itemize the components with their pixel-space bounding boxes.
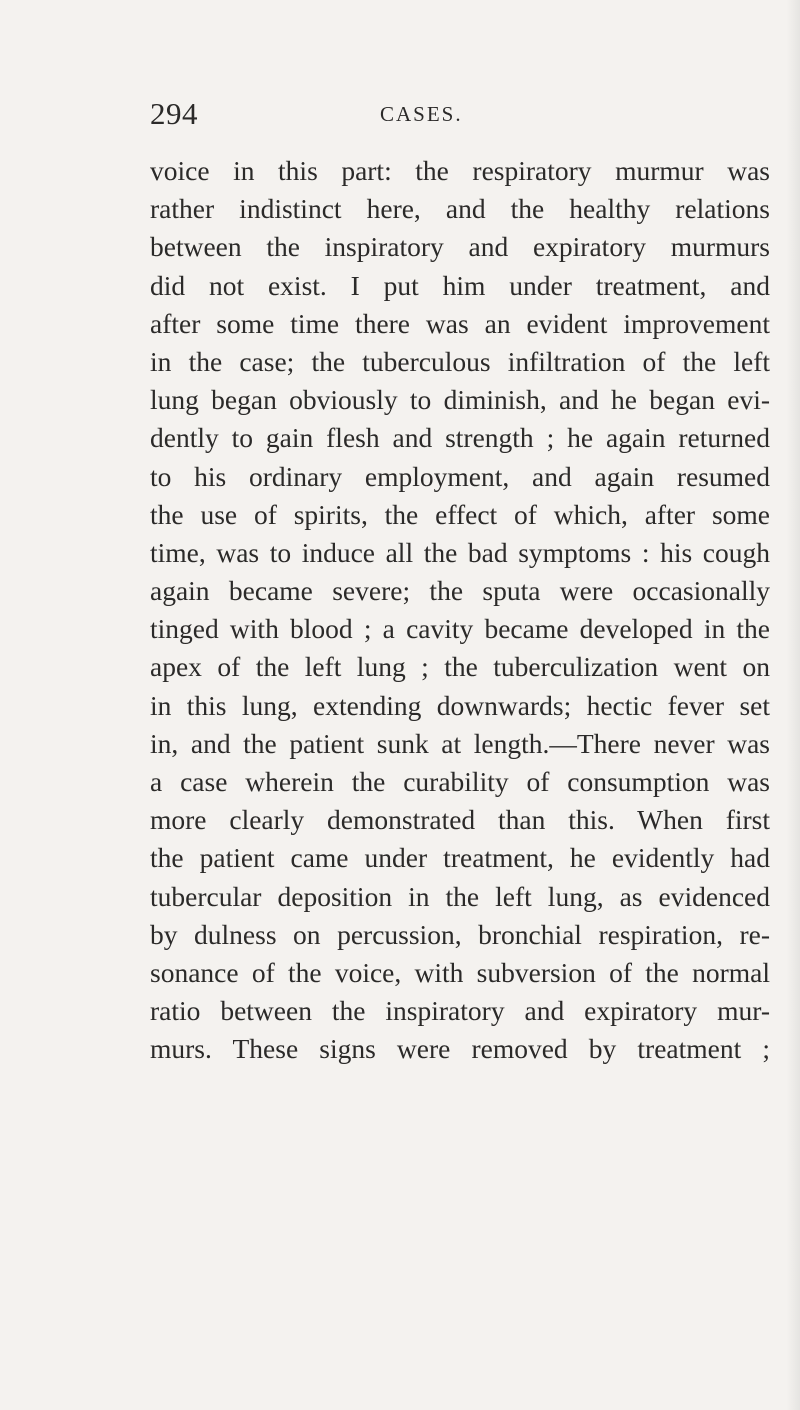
text-line: voice in this part: the respiratory murmur was	[150, 155, 770, 186]
text-line: a case wherein the curability of consumption was	[150, 766, 770, 797]
text-line: dently to gain flesh and strength ; he again returned	[150, 422, 770, 454]
text-line: rather indistinct here, and the healthy relations	[150, 193, 770, 225]
text-line: in, and the patient sunk at length.—There never was	[150, 727, 770, 759]
text-line: in this lung, extending downwards; hectic fever set	[150, 689, 770, 721]
text-line: time, was to induce all the bad symptoms : his cough	[150, 536, 770, 568]
text-line: the use of spirits, the effect of which, after some	[150, 498, 770, 530]
text-line: did not exist. I put him under treatment, and	[150, 269, 770, 301]
page-edge-shadow	[786, 0, 800, 1410]
text-line: to his ordinary employment, and again resumed	[150, 460, 770, 492]
page-header	[150, 96, 750, 136]
text-line: by dulness on percussion, bronchial respiration, re-	[150, 918, 770, 950]
text-line: murs. These signs were removed by treatment ;	[150, 1033, 770, 1065]
text-line: more clearly demonstrated than this. When first	[150, 804, 770, 836]
text-line: the patient came under treatment, he evidently had	[150, 842, 770, 874]
page-number: 294	[150, 96, 198, 131]
text-line: tinged with blood ; a cavity became developed in the	[150, 613, 770, 645]
text-line: after some time there was an evident improvement	[150, 307, 770, 339]
text-line: sonance of the voice, with subversion of the normal	[150, 956, 770, 988]
text-line: tubercular deposition in the left lung, as evidenced	[150, 880, 770, 912]
text-line: again became severe; the sputa were occasionally	[150, 575, 770, 607]
text-line: lung began obviously to diminish, and he began evi-	[150, 384, 770, 416]
body-text	[150, 152, 770, 1069]
running-head: CASES.	[380, 102, 463, 126]
text-line: ratio between the inspiratory and expiratory mur-	[150, 995, 770, 1027]
text-line: between the inspiratory and expiratory murmurs	[150, 231, 770, 263]
text-line: in the case; the tuberculous infiltration of the left	[150, 345, 770, 377]
text-line: apex of the left lung ; the tuberculization went on	[150, 651, 770, 683]
